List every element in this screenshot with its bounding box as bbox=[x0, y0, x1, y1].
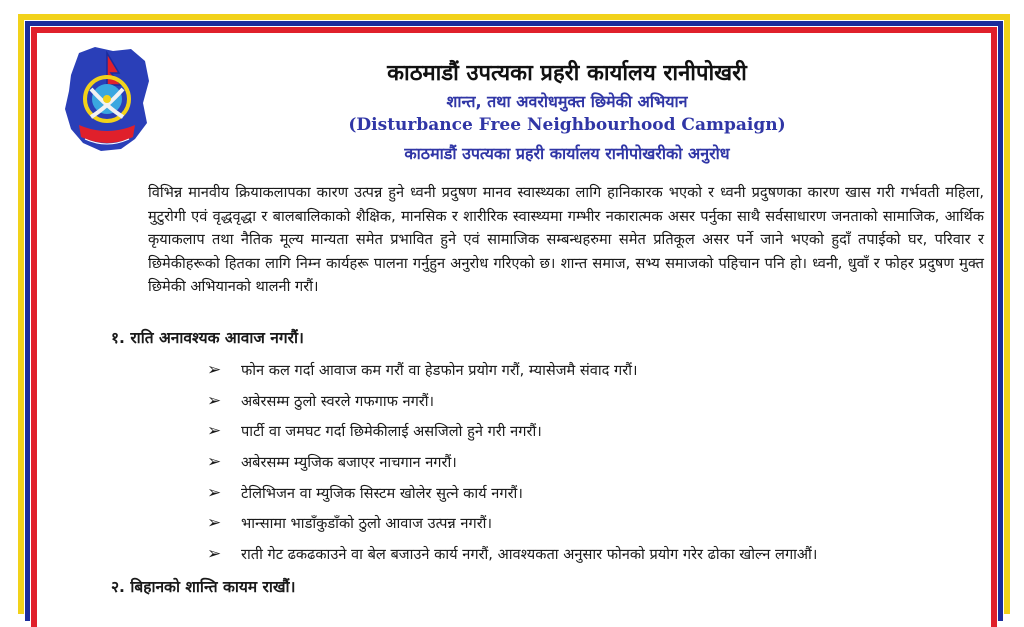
list-item: ➢ अबेरसम्म ठुलो स्वरले गफगाफ नगरौं। bbox=[207, 390, 435, 411]
section-1-list bbox=[207, 355, 967, 569]
page-title: काठमाडौं उपत्यका प्रहरी कार्यालय रानीपोखरी bbox=[387, 61, 747, 86]
arrow-bullet-icon: ➢ bbox=[207, 513, 222, 534]
arrow-bullet-icon: ➢ bbox=[207, 390, 222, 411]
police-logo-icon bbox=[61, 45, 153, 153]
arrow-bullet-icon: ➢ bbox=[207, 543, 222, 564]
list-item: ➢ राती गेट ढकढकाउने वा बेल बजाउने कार्य नगरौं, आवश्यकता अनुसार फोनको प्रयोग गरेर ढोका खोल्न लगाऔं। bbox=[207, 543, 818, 564]
section-heading-1: १. राति अनावश्यक आवाज नगरौं। bbox=[111, 329, 304, 347]
list-item: ➢ टेलिभिजन वा म्युजिक सिस्टम खोलेर सुत्ने कार्य नगरौं। bbox=[207, 482, 523, 503]
list-item: ➢ पार्टी वा जमघट गर्दा छिमेकीलाई असजिलो हुने गरी नगरौं। bbox=[207, 421, 542, 442]
arrow-bullet-icon: ➢ bbox=[207, 360, 222, 381]
arrow-bullet-icon: ➢ bbox=[207, 452, 222, 473]
arrow-bullet-icon: ➢ bbox=[207, 421, 222, 442]
section-heading-2: २. बिहानको शान्ति कायम राखौं। bbox=[111, 578, 296, 596]
intro-paragraph: विभिन्न मानवीय क्रियाकलापका कारण उत्पन्न हुने ध्वनी प्रदुषण मानव स्वास्थ्यका लागि हानिकारक भएको र ध्वनी प्रदुषणका कारण खास गरी गर्भवती महिला, मुटुरोगी एवं वृद्धवृद्धा र बालबालिकाको शैक्षिक, मानसिक र शारीरिक स्वास्थ्यमा गम्भीर नकारात्मक असर पर्नुका साथै सर्वसाधारण जनताको सामाजिक, आर्थिक कृयाकलाप तथा नैतिक मूल्य मान्यता समेत प्रभावित हुने एवं सामाजिक सम्बन्धहरुमा समेत प्रतिकूल असर पर्ने जाने भएको हुदाँ तपाईको घर, परिवार र छिमेकीहरूको हितका लागि निम्न कार्यहरू पालना गर्नुहुन अनुरोध गरिएको छ। शान्त समाज, सभ्य समाजको पहिचान पनि हो। ध्वनी, धुवाँ र फोहर प्रदुषण मुक्त छिमेकी अभियानको थालनी गरौं। bbox=[148, 184, 984, 296]
request-line: काठमाडौं उपत्यका प्रहरी कार्यालय रानीपोखरीको अनुरोध bbox=[404, 144, 730, 163]
arrow-bullet-icon: ➢ bbox=[207, 482, 222, 503]
document-page bbox=[37, 33, 991, 603]
campaign-title-english: (Disturbance Free Neighbourhood Campaign) bbox=[348, 115, 786, 135]
list-item: ➢ फोन कल गर्दा आवाज कम गरौं वा हेडफोन प्रयोग गरौं, म्यासेजमै संवाद गरौं। bbox=[207, 360, 638, 381]
list-item: ➢ अबेरसम्म म्युजिक बजाएर नाचगान नगरौं। bbox=[207, 452, 457, 473]
campaign-title-nepali: शान्त, तथा अवरोधमुक्त छिमेकी अभियान bbox=[446, 92, 688, 111]
list-item: ➢ भान्सामा भाडाँकुडाँको ठुलो आवाज उत्पन्न नगरौं। bbox=[207, 513, 492, 534]
